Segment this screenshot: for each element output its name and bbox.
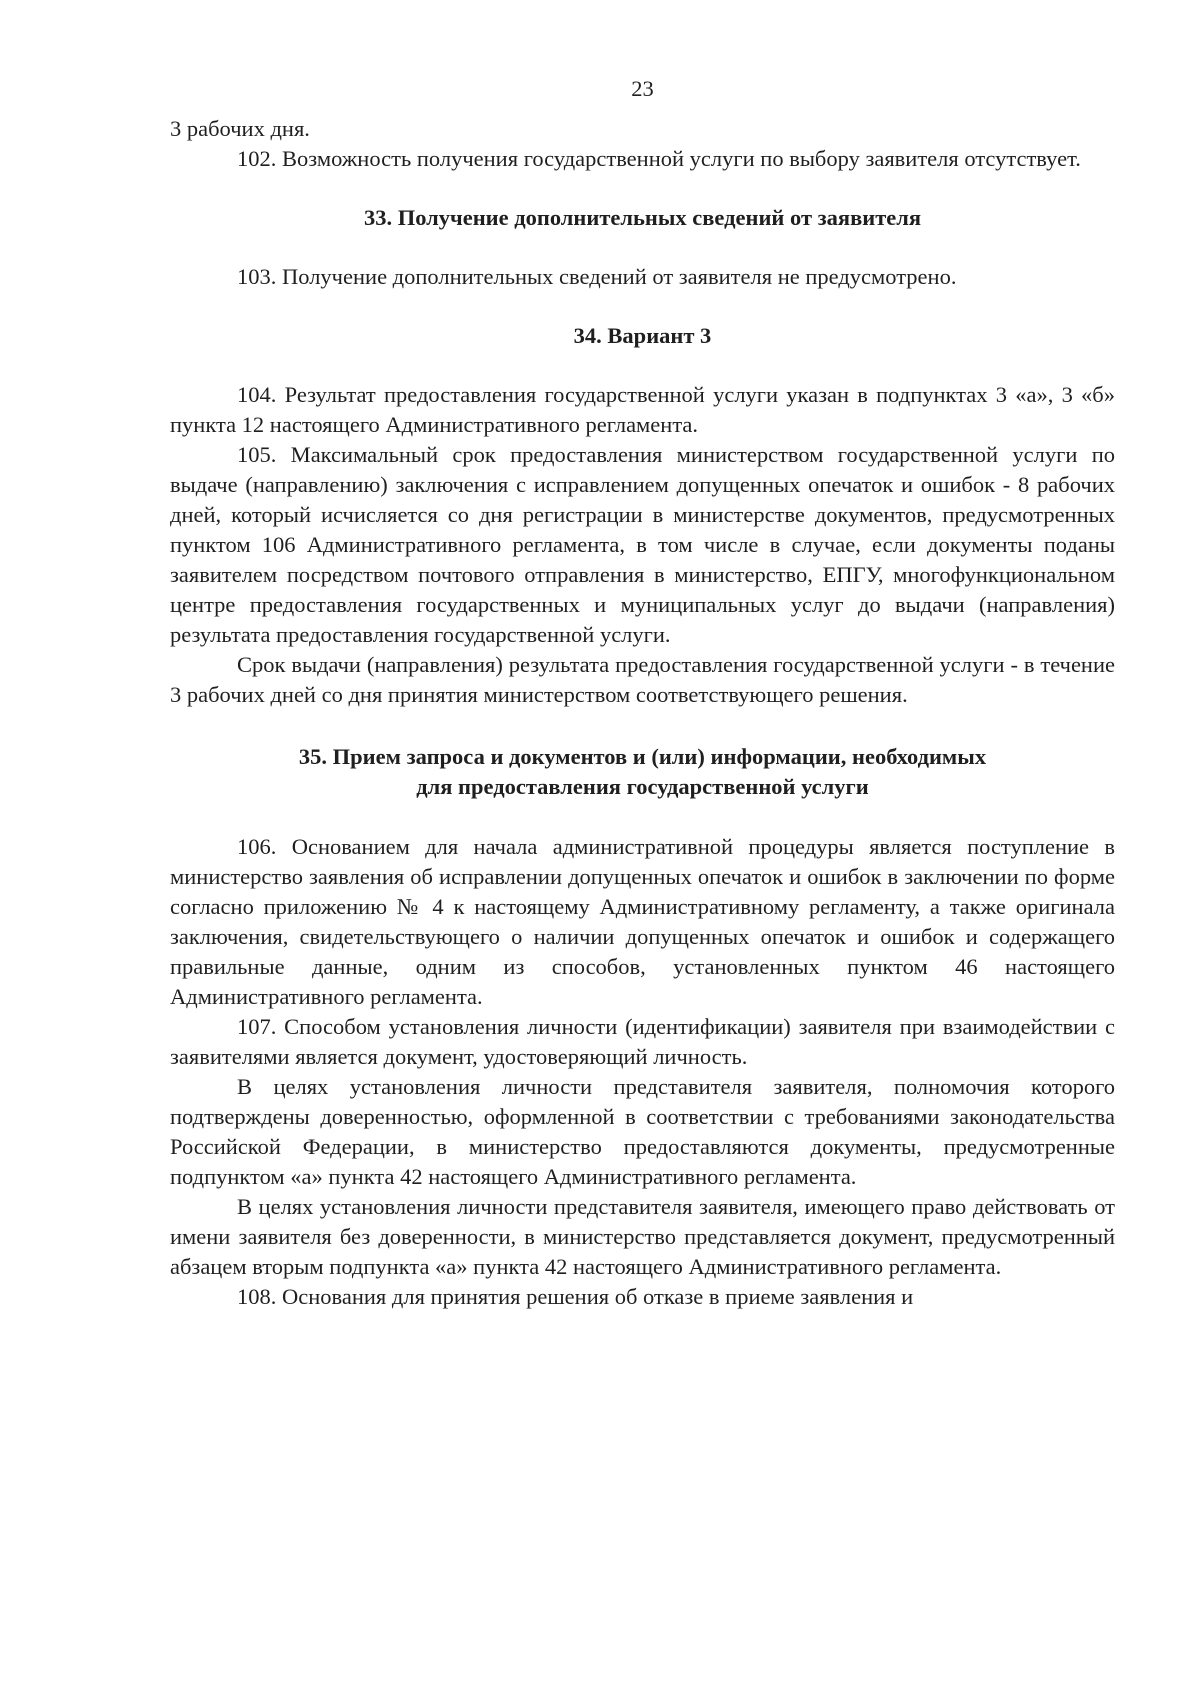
paragraph-108: 108. Основания для принятия решения об отказе в приеме заявления и [237, 1284, 914, 1309]
paragraph-106: 106. Основанием для начала административной процедуры является поступление в министерство заявления об исправлении допущенных опечаток и ошибок в заключении по форме согласно приложению № 4 к настоящему Административному регламенту, а также оригинала заключения, свидетельствующего о наличии допущенных опечаток и ошибок и содержащего правильные данные, одним из способов, установленных пунктом 46 настоящего Административного регламента. [170, 834, 1115, 1009]
document-page [170, 74, 1115, 1312]
section-heading-35-line-2: для предоставления государственной услуги [416, 774, 869, 799]
section-heading-35-line-1: 35. Прием запроса и документов и (или) информации, необходимых [298, 744, 987, 769]
paragraph-continuation: 3 рабочих дня. [170, 116, 310, 141]
paragraph-105-deadline: Срок выдачи (направления) результата предоставления государственной услуги - в течение 3 рабочих дней со дня принятия министерством соответствующего решения. [170, 652, 1115, 707]
section-heading-33: 33. Получение дополнительных сведений от заявителя [363, 205, 922, 230]
paragraph-107-no-power-of-attorney: В целях установления личности представителя заявителя, имеющего право действовать от имени заявителя без доверенности, в министерство представляется документ, предусмотренный абзацем вторым подпункта «а» пункта 42 настоящего Административного регламента. [170, 1194, 1115, 1279]
paragraph-107-representative: В целях установления личности представителя заявителя, полномочия которого подтверждены доверенностью, оформленной в соответствии с требованиями законодательства Российской Федерации, в министерство предоставляются документы, предусмотренные подпунктом «а» пункта 42 настоящего Административного регламента. [170, 1074, 1115, 1189]
paragraph-105: 105. Максимальный срок предоставления министерством государственной услуги по выдаче (направлению) заключения с исправлением допущенных опечаток и ошибок - 8 рабочих дней, который исчисляется со дня регистрации в министерстве документов, предусмотренных пунктом 106 Административного регламента, в том числе в случае, если документы поданы заявителем посредством почтового отправления в министерство, ЕПГУ, многофункциональном центре предоставления государственных и муниципальных услуг до выдачи (направления) результата предоставления государственной услуги. [170, 442, 1115, 647]
page-number: 23 [631, 76, 654, 101]
paragraph-103: 103. Получение дополнительных сведений от заявителя не предусмотрено. [237, 264, 957, 289]
paragraph-102: 102. Возможность получения государственной услуги по выбору заявителя отсутствует. [237, 146, 1081, 171]
paragraph-107: 107. Способом установления личности (идентификации) заявителя при взаимодействии с заявителями является документ, удостоверяющий личность. [170, 1014, 1115, 1069]
paragraph-104: 104. Результат предоставления государственной услуги указан в подпунктах 3 «а», 3 «б» пункта 12 настоящего Административного регламента. [170, 382, 1115, 437]
section-heading-34: 34. Вариант 3 [573, 323, 712, 348]
